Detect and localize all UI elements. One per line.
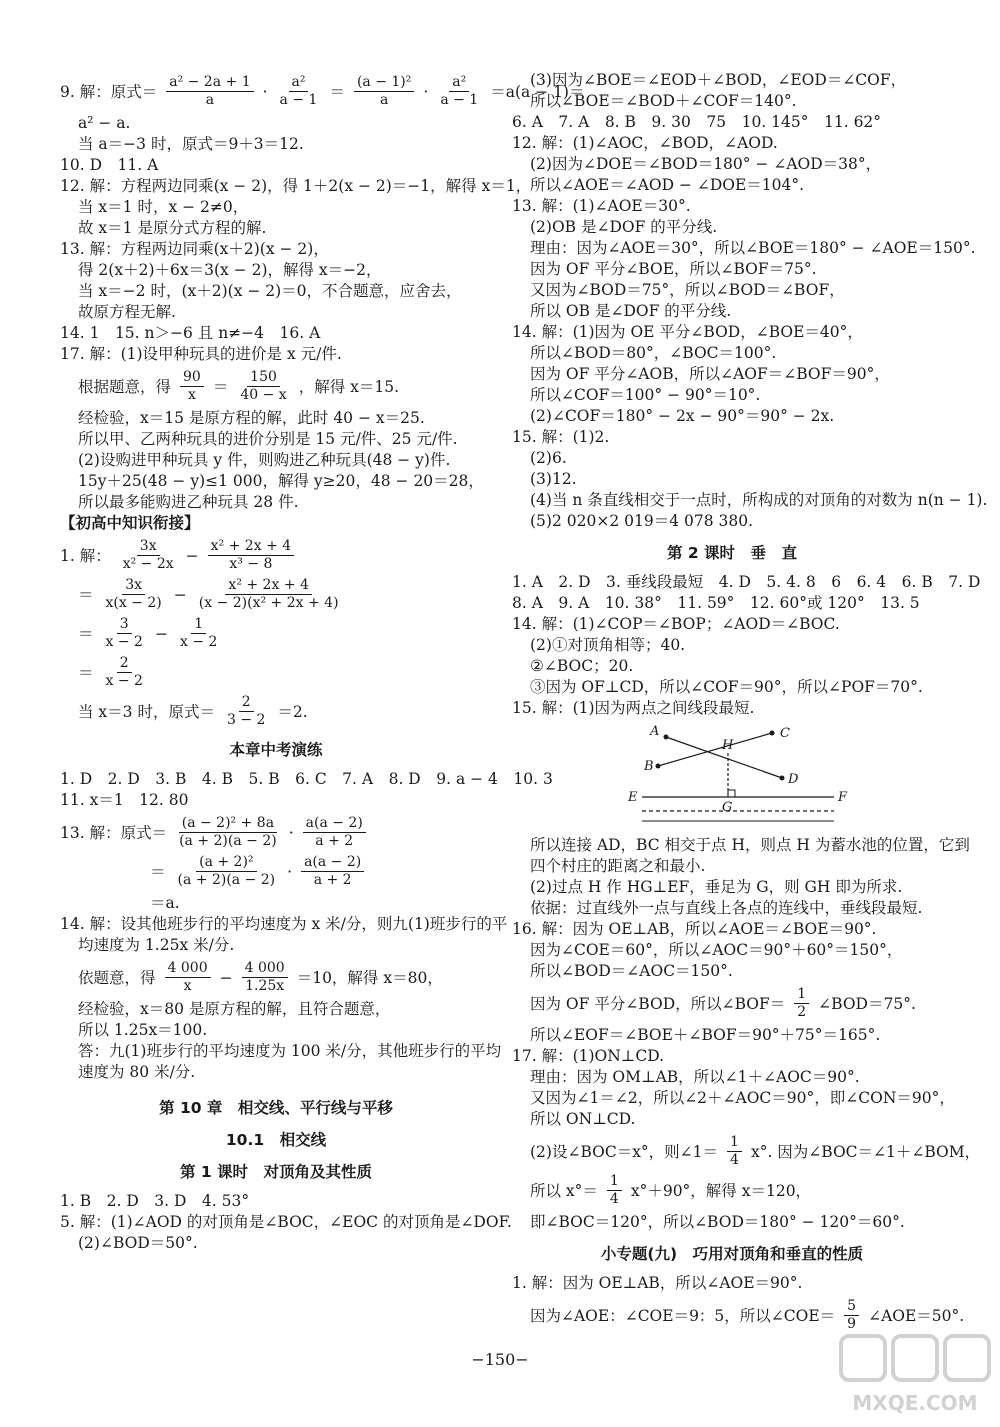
text-line: 因为∠COE＝60°，所以∠AOC＝90°＋60°＝150°， [530, 941, 903, 959]
text-line: 即∠BOC＝120°，所以∠BOD＝180° − 120°＝60°. [530, 1213, 905, 1231]
right-column [512, 70, 988, 1337]
point-b [656, 764, 661, 769]
section-title: 本章中考演练 [229, 741, 323, 759]
q13-line-2: ＝ $\frac{\text{(a + 2)²}}{(a + 2)(a - 2)}$ · $\frac{a(a - 2)}{a + 2}$ [60, 854, 492, 889]
q17-equation: 根据题意，得 $\frac{90}{x}$ ＝ $\frac{150}{40 - x}$ ，解得 x＝15. [78, 369, 400, 403]
point-c [770, 731, 775, 736]
text-line: 因为 OF 平分∠AOB，所以∠AOF＝∠BOF＝90°， [530, 365, 890, 383]
section-heading: 【初高中知识衔接】 [60, 514, 200, 532]
text-line: ③因为 OF⊥CD，所以∠COF＝90°，所以∠POF＝70°. [530, 678, 923, 696]
text-line: 15. 解：(1)因为两点之间线段最短. [512, 699, 755, 717]
bridge-line-5: 当 x＝3 时，原式＝ $\frac{2}{3 - 2}$ ＝2. [78, 694, 308, 728]
text-line: 所以∠EOF＝∠BOE＋∠BOF＝90°＋75°＝165°. [530, 1026, 881, 1044]
text-line: (2)OB 是∠DOF 的平分线. [530, 218, 718, 236]
text-line: 17. 解：(1)设甲种玩具的进价是 x 元/件. [60, 345, 342, 363]
text-line: (4)当 n 条直线相交于一点时，所构成的对顶角的对数为 n(n − 1). [530, 491, 988, 509]
bridge-line-3: ＝ $\frac{3}{x - 2}$ − $\frac{1}{x - 2}$ [78, 616, 218, 650]
text-line: 所以 OB 是∠DOF 的平分线. [530, 302, 732, 320]
text-line: 所以∠BOD＝80°，∠BOC＝100°. [530, 344, 777, 362]
last-line: 因为∠AOE：∠COE＝9：5，所以∠COE＝ $\frac{5}{9}$ ∠AOE＝50°. [530, 1298, 965, 1332]
text-line: 14. 解：设其他班步行的平均速度为 x 米/分，则九(1)班步行的平 [60, 915, 508, 933]
lesson-title: 第 2 课时 垂 直 [666, 544, 798, 562]
q16-equation: 因为 OF 平分∠BOD，所以∠BOF＝ $\frac{1}{2}$ ∠BOD＝75°. [530, 986, 916, 1020]
text-line: 依据：过直线外一点与直线上各点的连线中，垂线段最短. [530, 899, 923, 917]
text: · [262, 82, 268, 101]
text-line: 1. 解：因为 OE⊥AB，所以∠AOE＝90°. [512, 1274, 803, 1292]
text-line: 得 2(x＋2)＋6x＝3(x − 2)，解得 x＝−2， [78, 261, 382, 279]
text-line: 13. 解：方程两边同乘(x＋2)(x − 2)， [60, 240, 329, 258]
q9-line [60, 74, 585, 109]
text-line: (2)设购进甲种玩具 y 件，则购进乙种玩具(48 − y)件. [78, 451, 451, 469]
text-line: 当 x＝1 时，x − 2≠0， [78, 198, 249, 216]
text-line: 所以甲、乙两种玩具的进价分别是 15 元/件、25 元/件. [78, 430, 458, 448]
text: 9. 解：原式＝ [60, 82, 158, 101]
text: · [423, 82, 429, 101]
watermark-text: MXQE.COM [852, 1391, 978, 1415]
label-f: F [838, 790, 848, 805]
text-line: 1. B 2. D 3. D 4. 53° [60, 1192, 250, 1210]
text-line: 1. A 2. D 3. 垂线段最短 4. D 5. 4. 8 6 6. 4 6. B 7. D [512, 573, 981, 591]
label-d: D [788, 772, 799, 787]
text-line: 故 x＝1 是原分式方程的解. [78, 219, 267, 237]
fraction: $\frac{\text{(a − 1)²}}{a}$ [354, 74, 414, 109]
text-line: 12. 解：(1)∠AOC，∠BOD，∠AOD. [512, 134, 778, 152]
section-title: 10.1 相交线 [225, 1131, 327, 1149]
label-c: C [780, 726, 790, 741]
text-line: 理由：因为∠AOE＝30°，所以∠BOE＝180° − ∠AOE＝150°. [530, 239, 976, 257]
fraction: $\frac{150}{40 - x}$ [240, 369, 287, 403]
text-line: 16. 解：因为 OE⊥AB，所以∠AOE＝∠BOE＝90°. [512, 920, 877, 938]
fraction: $\frac{\text{a² − 2a + 1}}{a}$ [166, 74, 253, 109]
text-line: (2)∠BOD＝50°. [78, 1234, 198, 1252]
text-line: (2)过点 H 作 HG⊥EF，垂足为 G，则 GH 即为所求. [530, 878, 903, 896]
bridge-line-1: 1. 解： $\frac{3x}{\text{x² − 2x}}$ − $\frac{\text{x² + 2x + 4}}{\text{x³ − 8}}$ [60, 538, 492, 573]
text-line: 11. x＝1 12. 80 [60, 791, 189, 809]
text-line: 所以∠BOD＝∠AOC＝150°. [530, 962, 733, 980]
text-line: 理由：因为 OM⊥AB，所以∠1＋∠AOC＝90°. [530, 1068, 860, 1086]
text-line: 均速度为 1.25x 米/分. [78, 936, 235, 954]
text-line: 15y＋25(48 − y)≤1 000，解得 y≥20，48 − 20＝28， [78, 472, 484, 490]
text: ＝a(a − 1)＝ [490, 82, 585, 101]
point-d [780, 776, 785, 781]
point-a [664, 735, 669, 740]
bridge-line-4: ＝ $\frac{2}{x - 2}$ [78, 655, 143, 689]
text-line: 12. 解：方程两边同乘(x − 2)，得 1＋2(x − 2)＝−1，解得 x＝1， [60, 177, 532, 195]
text-line: 6. A 7. A 8. B 9. 30 75 10. 145° 11. 62° [512, 113, 882, 131]
text-line: 又因为∠BOD＝75°，所以∠BOD＝∠BOF， [530, 281, 845, 299]
text-line: 所以 1.25x＝100. [78, 1021, 208, 1039]
fraction: $\frac{\text{a²}}{a - 1}$ [279, 74, 318, 108]
text-line: 1. D 2. D 3. B 4. B 5. B 6. C 7. A 8. D 9. a − 4 10. 3 [60, 770, 553, 788]
text-line: (5)2 020×2 019＝4 078 380. [530, 512, 754, 530]
label-e: E [628, 790, 638, 805]
text-line: 故原方程无解. [78, 303, 176, 321]
text-line: (3)12. [530, 470, 577, 488]
text-line: 又因为∠1＝∠2，所以∠2＋∠AOC＝90°，即∠CON＝90°， [530, 1089, 955, 1107]
text-line: 所以∠BOE＝∠BOD＋∠COF＝140°. [530, 92, 797, 110]
text-line: 所以连接 AD，BC 相交于点 H，则点 H 为蓄水池的位置，它到 [530, 836, 970, 854]
page-number: −150− [471, 1350, 529, 1369]
text-line: 所以 ON⊥CD. [530, 1110, 636, 1128]
text-line: 四个村庄的距离之和最小. [530, 857, 706, 875]
bridge-line-2: ＝ $\frac{3x}{x(x - 2)}$ − $\frac{\text{x² + 2x + 4}}{\text{(x − 2)(x² + 2x + 4)}}$ [78, 577, 339, 611]
text-line: 15. 解：(1)2. [512, 428, 610, 446]
fraction: $\frac{\text{a²}}{a - 1}$ [440, 74, 479, 108]
watermark-logo [835, 1330, 995, 1420]
text-line: 所以最多能购进乙种玩具 28 件. [78, 493, 299, 511]
text-line: (2)∠COF＝180° − 2x − 90°＝90° − 2x. [530, 407, 835, 425]
text-line: 13. 解：(1)∠AOE＝30°. [512, 197, 691, 215]
text-line: 当 x＝−2 时，(x＋2)(x − 2)＝0，不合题意，应舍去， [78, 282, 462, 300]
text-line: 速度为 80 米/分. [78, 1063, 196, 1081]
q17-line-b: 所以 x°＝ $\frac{1}{4}$ x°＋90°，解得 x＝120， [530, 1173, 812, 1207]
chapter-title: 第 10 章 相交线、平行线与平移 [159, 1099, 393, 1117]
q13-line-1: 13. 解：原式＝ $\frac{\text{(a − 2)² + 8a}}{(a + 2)(a - 2)}$ · $\frac{a(a - 2)}{a + 2}$ [60, 815, 492, 850]
text-line: (2)因为∠DOE＝∠BOD＝180° − ∠AOD＝38°， [530, 155, 882, 173]
text-line: 8. A 9. A 10. 38° 11. 59° 12. 60°或 120° 13. 5 [512, 594, 920, 612]
label-a: A [650, 724, 660, 739]
topic-title: 小专题(九) 巧用对顶角和垂直的性质 [600, 1245, 864, 1263]
label-g: G [722, 800, 733, 815]
text-line: ②∠BOC；20. [530, 657, 634, 675]
text-line: 10. D 11. A [60, 156, 159, 174]
lesson-title: 第 1 课时 对顶角及其性质 [179, 1163, 373, 1181]
text-line: 14. 1 15. n＞−6 且 n≠−4 16. A [60, 324, 321, 342]
text-line: 当 a＝−3 时，原式＝9＋3＝12. [78, 135, 304, 153]
geometry-figure [622, 723, 862, 825]
q14-equation: 依题意，得 $\frac{4 000}{x}$ − $\frac{4 000}{1.25x}$ ＝10，解得 x＝80， [78, 960, 443, 994]
segment-bc [658, 733, 772, 766]
right-angle-mark [728, 790, 735, 797]
text-line: 14. 解：(1)∠COP＝∠BOP；∠AOD＝∠BOC. [512, 615, 840, 633]
text-line: 5. 解：(1)∠AOD 的对顶角是∠BOC，∠EOC 的对顶角是∠DOF. [60, 1213, 512, 1231]
text-line: 14. 解：(1)因为 OE 平分∠BOD，∠BOE＝40°， [512, 323, 863, 341]
label-b: B [644, 759, 654, 774]
text-line: 经检验，x＝15 是原方程的解，此时 40 − x＝25. [78, 409, 425, 427]
text: ＝ [329, 82, 345, 101]
label-h: H [722, 738, 734, 753]
fraction: $\frac{90}{x}$ [180, 369, 204, 404]
text-line: 因为 OF 平分∠BOE，所以∠BOF＝75°. [530, 260, 817, 278]
q17-line-a: (2)设∠BOC＝x°，则∠1＝ $\frac{1}{4}$ x°. 因为∠BOC＝∠1＋∠BOM， [530, 1134, 981, 1168]
text-line: ＝a. [150, 894, 180, 912]
text-line: 所以∠AOE＝∠AOD − ∠DOE＝104°. [530, 176, 805, 194]
text-line: (2)6. [530, 449, 567, 467]
text-line: a² − a. [78, 114, 131, 132]
text-line: 经检验，x＝80 是原方程的解，且符合题意， [78, 1000, 391, 1018]
text-line: 答：九(1)班步行的平均速度为 100 米/分，其他班步行的平均 [78, 1042, 502, 1060]
text-line: 所以∠COF＝100° − 90°＝10°. [530, 386, 761, 404]
text-line: 17. 解：(1)ON⊥CD. [512, 1047, 665, 1065]
text-line: (3)因为∠BOE＝∠EOD＋∠BOD，∠EOD＝∠COF， [530, 71, 907, 89]
text-line: (2)①对顶角相等；40. [530, 636, 686, 654]
